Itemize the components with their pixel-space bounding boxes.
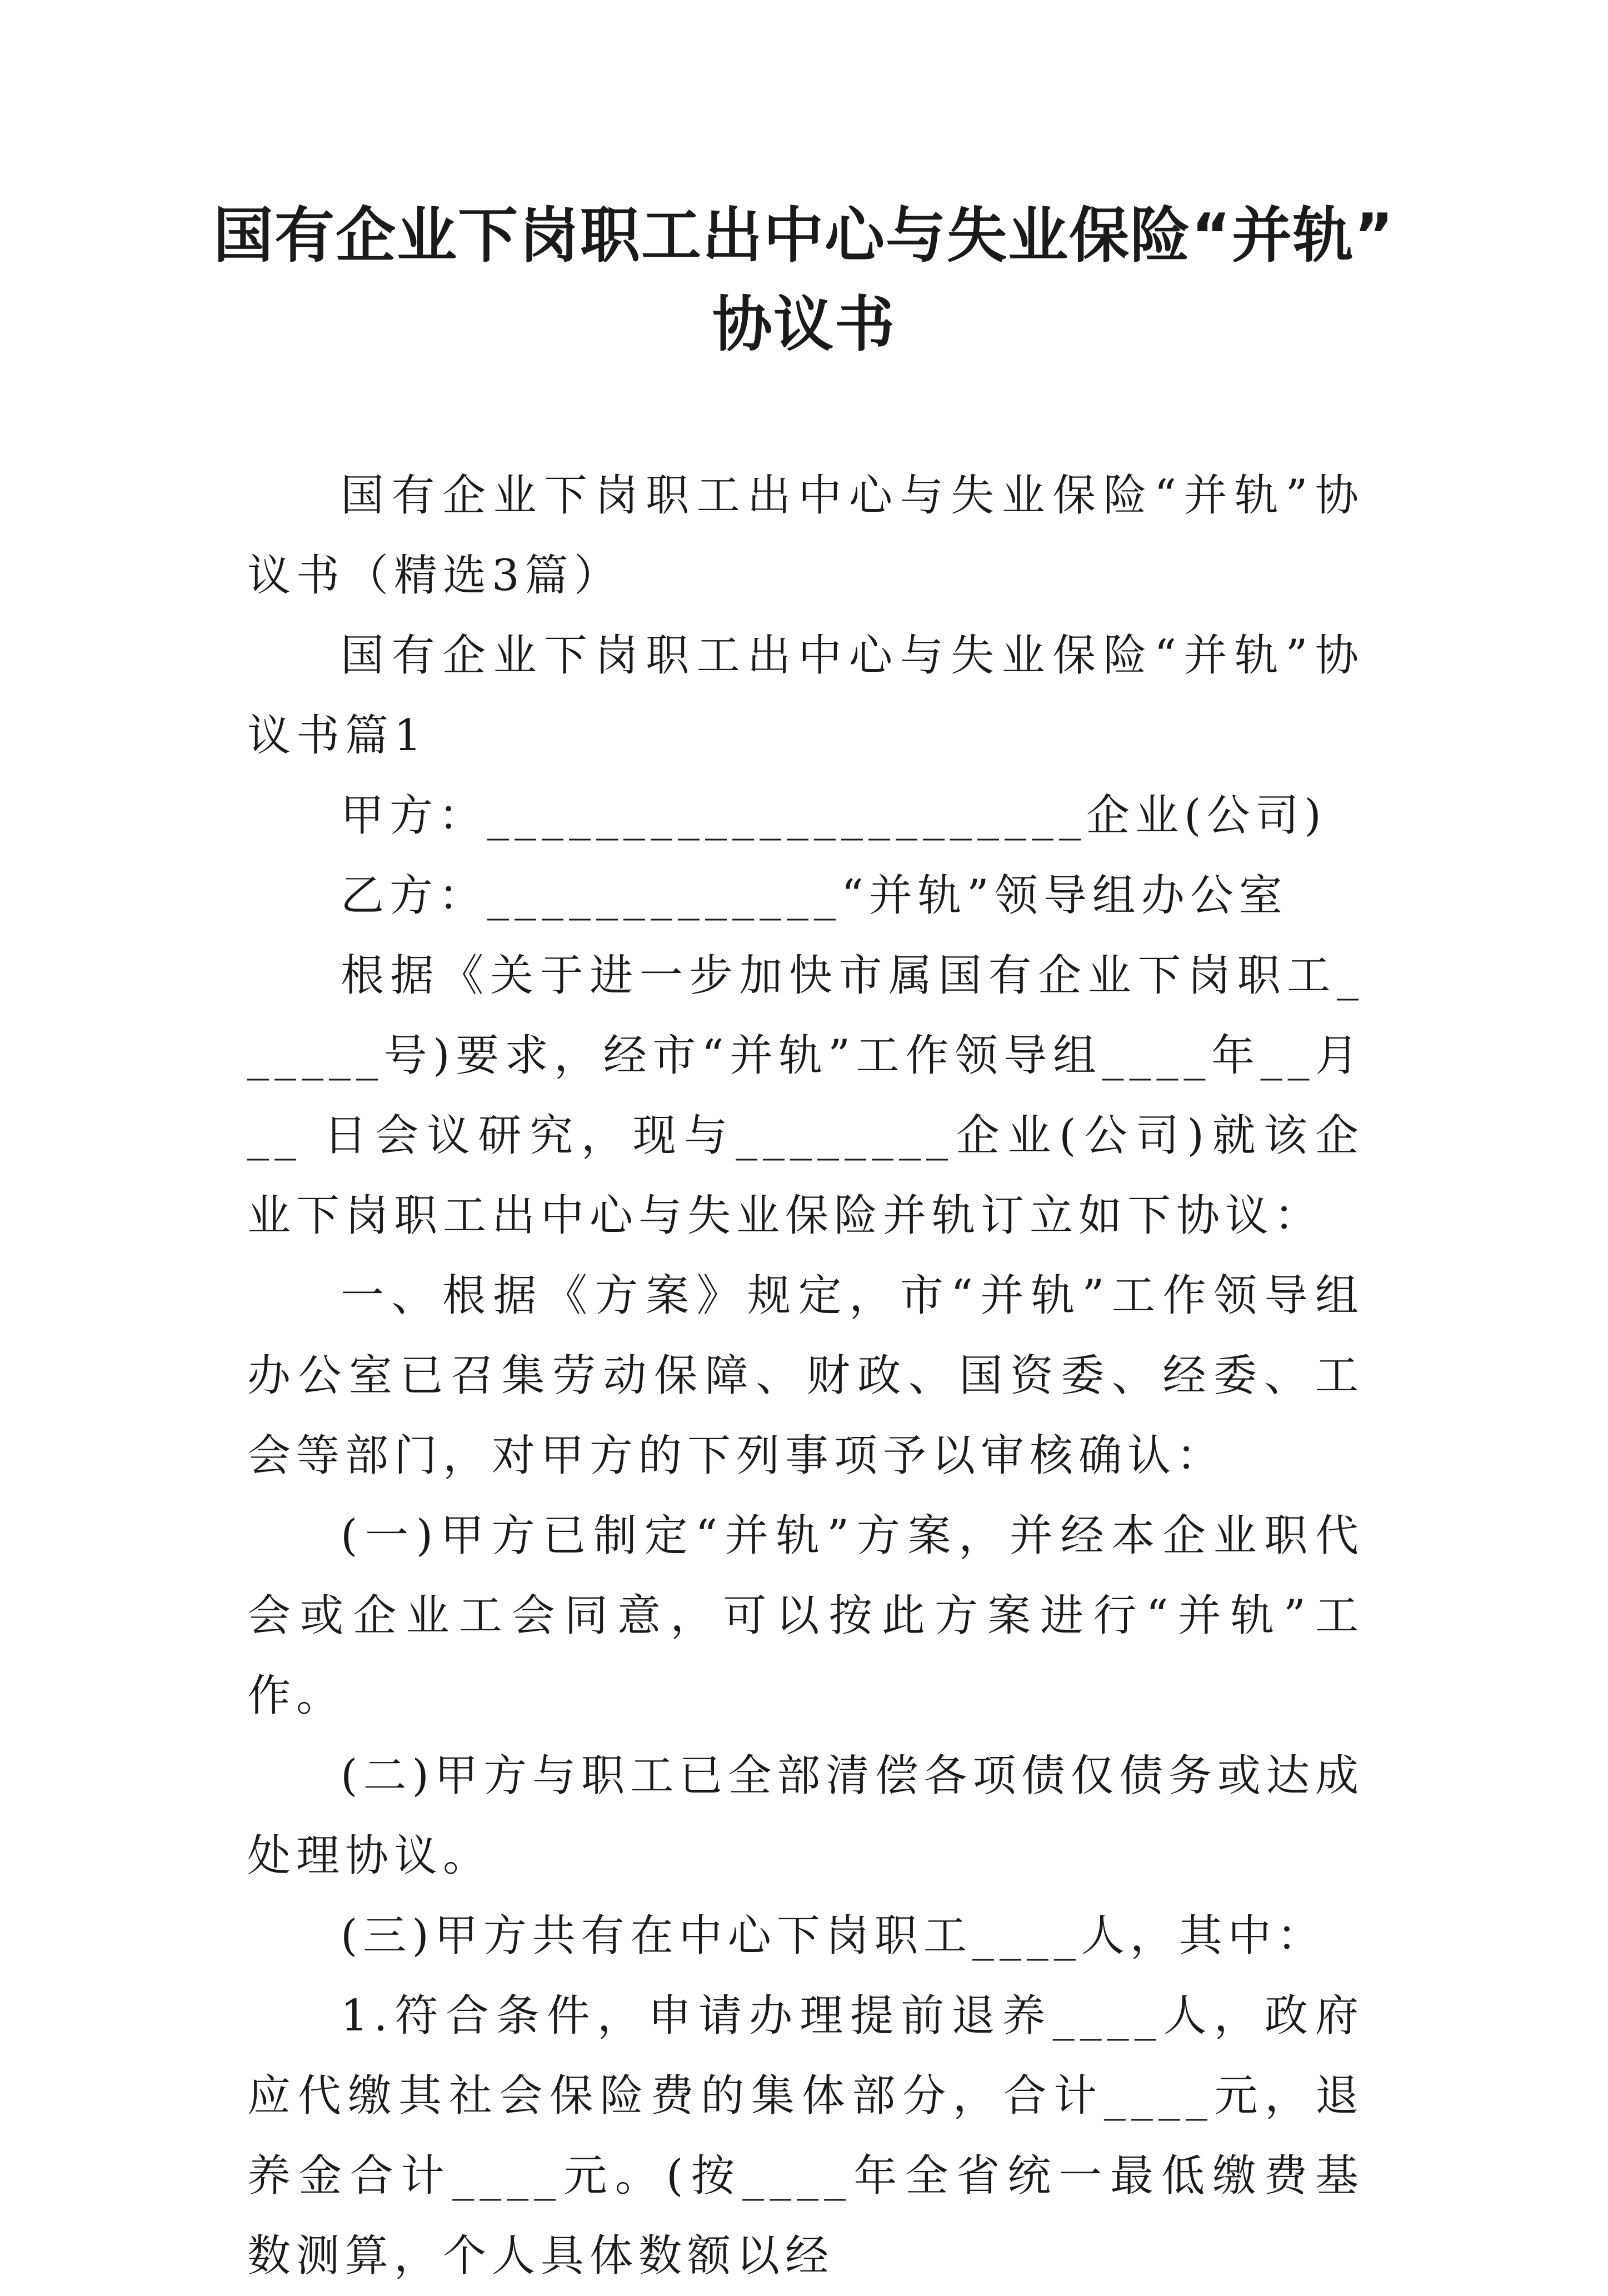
- document-title-line-1: 国有企业下岗职工出中心与失业保险“并轨”: [213, 201, 1395, 271]
- paragraph-item-3: (三)甲方共有在中心下岗职工____人，其中：: [341, 1911, 1326, 1961]
- document-body: [247, 456, 1364, 2296]
- paragraph-item-2: (二)甲方与职工已全部清偿各项债仅债务或达成处理协议。: [247, 1751, 1364, 1881]
- paragraph-collection-title: 国有企业下岗职工出中心与失业保险“并轨”协议书（精选3篇）: [247, 471, 1364, 601]
- paragraph-clause-1: 一、根据《方案》规定，市“并轨”工作领导组办公室已召集劳动保障、财政、国资委、经委、工会等部门，对甲方的下列事项予以审核确认：: [247, 1271, 1364, 1481]
- paragraph-item-1: (一)甲方已制定“并轨”方案，并经本企业职代会或企业工会同意，可以按此方案进行“并轨”工作。: [247, 1511, 1364, 1721]
- paragraph-preamble: 根据《关于进一步加快市属国有企业下岗职工______号)要求，经市“并轨”工作领导组____年__月__ 日会议研究，现与________企业(公司)就该企业下岗职工出中心与失业保险并轨订立如下协议：: [247, 951, 1364, 1241]
- document-title-line-2: 协议书: [712, 290, 896, 360]
- paragraph-party-b: 乙方：_____________“并轨”领导组办公室: [341, 871, 1288, 921]
- paragraph-subitem-1: 1.符合条件，申请办理提前退养____人，政府应代缴其社会保险费的集体部分，合计____元，退养金合计____元。(按____年全省统一最低缴费基数测算，个人具体数额以经: [247, 1991, 1364, 2281]
- paragraph-party-a: 甲方：______________________企业(公司): [341, 791, 1327, 841]
- paragraph-article-heading: 国有企业下岗职工出中心与失业保险“并轨”协议书篇1: [247, 631, 1364, 761]
